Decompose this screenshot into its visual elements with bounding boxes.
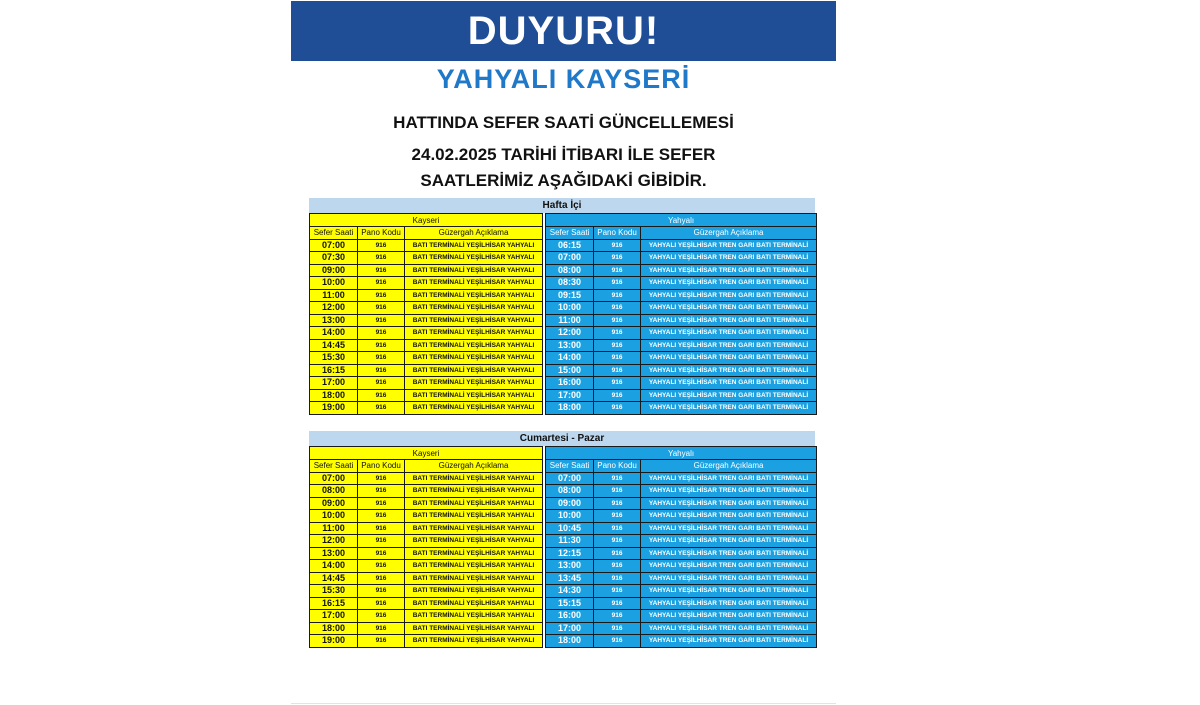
code-cell: 916 [358, 264, 405, 277]
time-cell: 11:00 [310, 522, 358, 535]
schedule-row [310, 277, 543, 290]
route-cell: BATI TERMİNALİ YEŞİLHİSAR YAHYALI [405, 389, 543, 402]
schedule-row [546, 389, 817, 402]
route-cell: BATI TERMİNALİ YEŞİLHİSAR YAHYALI [405, 264, 543, 277]
schedule-row [310, 635, 543, 648]
time-cell: 12:00 [310, 535, 358, 548]
route-cell: YAHYALI YEŞİLHİSAR TREN GARI BATI TERMİNALİ [641, 497, 817, 510]
schedule-row [310, 314, 543, 327]
code-cell: 916 [358, 352, 405, 365]
code-cell: 916 [358, 339, 405, 352]
time-cell: 17:00 [310, 377, 358, 390]
code-cell: 916 [594, 510, 641, 523]
time-cell: 14:00 [546, 352, 594, 365]
schedule-row [546, 485, 817, 498]
time-cell: 10:00 [310, 277, 358, 290]
time-cell: 13:00 [310, 547, 358, 560]
schedule-row [310, 364, 543, 377]
route-cell: YAHYALI YEŞİLHİSAR TREN GARI BATI TERMİNALİ [641, 339, 817, 352]
route-cell: YAHYALI YEŞİLHİSAR TREN GARI BATI TERMİNALİ [641, 535, 817, 548]
time-cell: 17:00 [546, 622, 594, 635]
schedule-row [546, 277, 817, 290]
code-cell: 916 [594, 377, 641, 390]
code-cell: 916 [358, 635, 405, 648]
schedule-row [546, 327, 817, 340]
route-cell: YAHYALI YEŞİLHİSAR TREN GARI BATI TERMİNALİ [641, 302, 817, 315]
time-cell: 09:15 [546, 289, 594, 302]
code-cell: 916 [358, 622, 405, 635]
route-cell: BATI TERMİNALİ YEŞİLHİSAR YAHYALI [405, 572, 543, 585]
schedule-row [310, 402, 543, 415]
code-cell: 916 [358, 302, 405, 315]
time-cell: 16:00 [546, 610, 594, 623]
schedule-row [546, 302, 817, 315]
time-cell: 13:00 [546, 560, 594, 573]
code-cell: 916 [594, 239, 641, 252]
route-cell: YAHYALI YEŞİLHİSAR TREN GARI BATI TERMİNALİ [641, 264, 817, 277]
schedule-row [310, 572, 543, 585]
city-header: Yahyalı [546, 447, 817, 460]
code-cell: 916 [358, 289, 405, 302]
route-cell: BATI TERMİNALİ YEŞİLHİSAR YAHYALI [405, 314, 543, 327]
schedule-row [310, 497, 543, 510]
time-cell: 10:00 [546, 510, 594, 523]
col-route-header: Güzergah Açıklama [405, 460, 543, 473]
time-cell: 16:15 [310, 364, 358, 377]
schedule-row [546, 339, 817, 352]
route-cell: YAHYALI YEŞİLHİSAR TREN GARI BATI TERMİNALİ [641, 277, 817, 290]
col-code-header: Pano Kodu [594, 460, 641, 473]
code-cell: 916 [594, 635, 641, 648]
time-cell: 19:00 [310, 402, 358, 415]
code-cell: 916 [594, 485, 641, 498]
schedule-row [546, 497, 817, 510]
time-cell: 11:00 [546, 314, 594, 327]
schedule-row [310, 289, 543, 302]
col-time-header: Sefer Saati [546, 227, 594, 240]
date-line-2: SAATLERİMİZ AŞAĞIDAKİ GİBİDİR. [420, 171, 707, 190]
time-cell: 14:00 [310, 327, 358, 340]
route-cell: YAHYALI YEŞİLHİSAR TREN GARI BATI TERMİNALİ [641, 239, 817, 252]
code-cell: 916 [594, 610, 641, 623]
route-cell: YAHYALI YEŞİLHİSAR TREN GARI BATI TERMİNALİ [641, 377, 817, 390]
schedule-row [546, 364, 817, 377]
route-cell: YAHYALI YEŞİLHİSAR TREN GARI BATI TERMİNALİ [641, 289, 817, 302]
time-cell: 18:00 [310, 622, 358, 635]
code-cell: 916 [594, 339, 641, 352]
route-cell: BATI TERMİNALİ YEŞİLHİSAR YAHYALI [405, 289, 543, 302]
section-title: Cumartesi - Pazar [309, 431, 815, 446]
col-time-header: Sefer Saati [310, 227, 358, 240]
code-cell: 916 [594, 622, 641, 635]
code-cell: 916 [358, 314, 405, 327]
col-route-header: Güzergah Açıklama [405, 227, 543, 240]
time-cell: 09:00 [310, 497, 358, 510]
code-cell: 916 [594, 402, 641, 415]
route-cell: BATI TERMİNALİ YEŞİLHİSAR YAHYALI [405, 585, 543, 598]
code-cell: 916 [358, 472, 405, 485]
route-title: YAHYALI KAYSERİ [436, 64, 691, 94]
route-cell: BATI TERMİNALİ YEŞİLHİSAR YAHYALI [405, 510, 543, 523]
schedule-row [310, 622, 543, 635]
schedule-row [310, 339, 543, 352]
time-cell: 10:45 [546, 522, 594, 535]
weekday-schedule [309, 198, 815, 415]
code-cell: 916 [358, 560, 405, 573]
route-cell: YAHYALI YEŞİLHİSAR TREN GARI BATI TERMİNALİ [641, 560, 817, 573]
route-cell: BATI TERMİNALİ YEŞİLHİSAR YAHYALI [405, 402, 543, 415]
schedule-row [310, 327, 543, 340]
code-cell: 916 [594, 560, 641, 573]
code-cell: 916 [358, 277, 405, 290]
route-cell: YAHYALI YEŞİLHİSAR TREN GARI BATI TERMİNALİ [641, 327, 817, 340]
banner-title: DUYURU! [467, 8, 660, 53]
code-cell: 916 [594, 264, 641, 277]
route-cell: YAHYALI YEŞİLHİSAR TREN GARI BATI TERMİNALİ [641, 547, 817, 560]
route-cell: BATI TERMİNALİ YEŞİLHİSAR YAHYALI [405, 352, 543, 365]
section-title: Hafta İçi [309, 198, 815, 213]
time-cell: 18:00 [546, 402, 594, 415]
time-cell: 18:00 [546, 635, 594, 648]
time-cell: 16:00 [546, 377, 594, 390]
kayseri-table [309, 446, 543, 648]
route-cell: BATI TERMİNALİ YEŞİLHİSAR YAHYALI [405, 302, 543, 315]
time-cell: 11:00 [310, 289, 358, 302]
time-cell: 10:00 [310, 510, 358, 523]
code-cell: 916 [594, 535, 641, 548]
yahyali-table [545, 446, 817, 648]
route-cell: BATI TERMİNALİ YEŞİLHİSAR YAHYALI [405, 485, 543, 498]
route-cell: YAHYALI YEŞİLHİSAR TREN GARI BATI TERMİNALİ [641, 622, 817, 635]
time-cell: 16:15 [310, 597, 358, 610]
schedule-row [310, 239, 543, 252]
time-cell: 06:15 [546, 239, 594, 252]
col-time-header: Sefer Saati [546, 460, 594, 473]
col-time-header: Sefer Saati [310, 460, 358, 473]
code-cell: 916 [358, 327, 405, 340]
time-cell: 12:00 [546, 327, 594, 340]
code-cell: 916 [358, 252, 405, 265]
col-code-header: Pano Kodu [358, 227, 405, 240]
code-cell: 916 [594, 497, 641, 510]
time-cell: 08:00 [546, 264, 594, 277]
yahyali-table [545, 213, 817, 415]
code-cell: 916 [594, 522, 641, 535]
code-cell: 916 [594, 389, 641, 402]
code-cell: 916 [358, 377, 405, 390]
schedule-row [546, 239, 817, 252]
route-cell: YAHYALI YEŞİLHİSAR TREN GARI BATI TERMİNALİ [641, 610, 817, 623]
schedule-row [310, 560, 543, 573]
col-code-header: Pano Kodu [594, 227, 641, 240]
schedule-row [310, 585, 543, 598]
route-cell: BATI TERMİNALİ YEŞİLHİSAR YAHYALI [405, 610, 543, 623]
route-cell: BATI TERMİNALİ YEŞİLHİSAR YAHYALI [405, 364, 543, 377]
schedule-row [546, 610, 817, 623]
schedule-row [546, 510, 817, 523]
code-cell: 916 [358, 239, 405, 252]
code-cell: 916 [594, 327, 641, 340]
time-cell: 12:15 [546, 547, 594, 560]
col-route-header: Güzergah Açıklama [641, 227, 817, 240]
route-cell: YAHYALI YEŞİLHİSAR TREN GARI BATI TERMİNALİ [641, 597, 817, 610]
code-cell: 916 [594, 252, 641, 265]
time-cell: 07:00 [310, 239, 358, 252]
schedule-row [546, 572, 817, 585]
time-cell: 14:00 [310, 560, 358, 573]
schedule-row [546, 352, 817, 365]
time-cell: 18:00 [310, 389, 358, 402]
city-header: Kayseri [310, 214, 543, 227]
time-cell: 15:30 [310, 585, 358, 598]
code-cell: 916 [358, 597, 405, 610]
route-cell: BATI TERMİNALİ YEŞİLHİSAR YAHYALI [405, 277, 543, 290]
time-cell: 14:30 [546, 585, 594, 598]
route-cell: YAHYALI YEŞİLHİSAR TREN GARI BATI TERMİNALİ [641, 510, 817, 523]
route-cell: YAHYALI YEŞİLHİSAR TREN GARI BATI TERMİNALİ [641, 585, 817, 598]
time-cell: 14:45 [310, 572, 358, 585]
route-cell: BATI TERMİNALİ YEŞİLHİSAR YAHYALI [405, 339, 543, 352]
route-cell: BATI TERMİNALİ YEŞİLHİSAR YAHYALI [405, 239, 543, 252]
code-cell: 916 [594, 572, 641, 585]
schedule-row [546, 289, 817, 302]
route-cell: YAHYALI YEŞİLHİSAR TREN GARI BATI TERMİNALİ [641, 485, 817, 498]
route-cell: YAHYALI YEŞİLHİSAR TREN GARI BATI TERMİNALİ [641, 635, 817, 648]
schedule-row [310, 522, 543, 535]
time-cell: 08:00 [310, 485, 358, 498]
schedule-row [546, 535, 817, 548]
schedule-row [310, 264, 543, 277]
route-cell: BATI TERMİNALİ YEŞİLHİSAR YAHYALI [405, 252, 543, 265]
schedule-row [546, 597, 817, 610]
code-cell: 916 [358, 547, 405, 560]
time-cell: 07:00 [546, 472, 594, 485]
code-cell: 916 [358, 510, 405, 523]
time-cell: 09:00 [546, 497, 594, 510]
route-cell: YAHYALI YEŞİLHİSAR TREN GARI BATI TERMİNALİ [641, 402, 817, 415]
route-cell: YAHYALI YEŞİLHİSAR TREN GARI BATI TERMİNALİ [641, 352, 817, 365]
schedule-row [310, 302, 543, 315]
schedule-row [546, 402, 817, 415]
time-cell: 15:30 [310, 352, 358, 365]
time-cell: 17:00 [310, 610, 358, 623]
col-route-header: Güzergah Açıklama [641, 460, 817, 473]
code-cell: 916 [358, 522, 405, 535]
schedule-row [546, 622, 817, 635]
schedule-row [310, 252, 543, 265]
schedule-row [546, 377, 817, 390]
schedule-row [546, 635, 817, 648]
route-cell: BATI TERMİNALİ YEŞİLHİSAR YAHYALI [405, 522, 543, 535]
route-cell: BATI TERMİNALİ YEŞİLHİSAR YAHYALI [405, 535, 543, 548]
code-cell: 916 [358, 485, 405, 498]
time-cell: 13:00 [310, 314, 358, 327]
route-cell: BATI TERMİNALİ YEŞİLHİSAR YAHYALI [405, 622, 543, 635]
time-cell: 08:00 [546, 485, 594, 498]
route-cell: YAHYALI YEŞİLHİSAR TREN GARI BATI TERMİNALİ [641, 364, 817, 377]
schedule-row [310, 472, 543, 485]
time-cell: 13:00 [546, 339, 594, 352]
time-cell: 07:00 [546, 252, 594, 265]
route-cell: YAHYALI YEŞİLHİSAR TREN GARI BATI TERMİNALİ [641, 314, 817, 327]
schedule-row [546, 522, 817, 535]
code-cell: 916 [358, 497, 405, 510]
code-cell: 916 [594, 472, 641, 485]
schedule-row [310, 597, 543, 610]
time-cell: 19:00 [310, 635, 358, 648]
schedule-row [546, 264, 817, 277]
divider [291, 703, 836, 704]
route-cell: BATI TERMİNALİ YEŞİLHİSAR YAHYALI [405, 547, 543, 560]
code-cell: 916 [594, 277, 641, 290]
time-cell: 15:00 [546, 364, 594, 377]
time-cell: 12:00 [310, 302, 358, 315]
schedule-row [546, 560, 817, 573]
schedule-row [546, 472, 817, 485]
time-cell: 07:30 [310, 252, 358, 265]
time-cell: 17:00 [546, 389, 594, 402]
route-cell: YAHYALI YEŞİLHİSAR TREN GARI BATI TERMİNALİ [641, 472, 817, 485]
code-cell: 916 [594, 364, 641, 377]
update-heading: HATTINDA SEFER SAATİ GÜNCELLEMESİ [393, 113, 734, 132]
code-cell: 916 [358, 364, 405, 377]
route-cell: YAHYALI YEŞİLHİSAR TREN GARI BATI TERMİNALİ [641, 389, 817, 402]
code-cell: 916 [594, 585, 641, 598]
schedule-row [310, 485, 543, 498]
time-cell: 07:00 [310, 472, 358, 485]
schedule-row [310, 535, 543, 548]
time-cell: 15:15 [546, 597, 594, 610]
route-cell: YAHYALI YEŞİLHİSAR TREN GARI BATI TERMİNALİ [641, 522, 817, 535]
code-cell: 916 [358, 389, 405, 402]
announcement-banner [291, 1, 836, 61]
time-cell: 09:00 [310, 264, 358, 277]
city-header: Kayseri [310, 447, 543, 460]
schedule-row [546, 314, 817, 327]
time-cell: 14:45 [310, 339, 358, 352]
code-cell: 916 [594, 547, 641, 560]
date-line: 24.02.2025 TARİHİ İTİBARI İLE SEFER [411, 145, 716, 164]
kayseri-table [309, 213, 543, 415]
route-cell: BATI TERMİNALİ YEŞİLHİSAR YAHYALI [405, 597, 543, 610]
weekend-schedule [309, 431, 815, 648]
code-cell: 916 [594, 289, 641, 302]
route-cell: YAHYALI YEŞİLHİSAR TREN GARI BATI TERMİNALİ [641, 572, 817, 585]
schedule-row [310, 510, 543, 523]
code-cell: 916 [358, 572, 405, 585]
code-cell: 916 [358, 535, 405, 548]
schedule-row [310, 547, 543, 560]
code-cell: 916 [594, 302, 641, 315]
code-cell: 916 [358, 585, 405, 598]
time-cell: 08:30 [546, 277, 594, 290]
time-cell: 11:30 [546, 535, 594, 548]
schedule-row [546, 252, 817, 265]
code-cell: 916 [594, 352, 641, 365]
route-cell: BATI TERMİNALİ YEŞİLHİSAR YAHYALI [405, 377, 543, 390]
code-cell: 916 [358, 402, 405, 415]
code-cell: 916 [358, 610, 405, 623]
city-header: Yahyalı [546, 214, 817, 227]
route-cell: BATI TERMİNALİ YEŞİLHİSAR YAHYALI [405, 472, 543, 485]
route-cell: BATI TERMİNALİ YEŞİLHİSAR YAHYALI [405, 635, 543, 648]
code-cell: 916 [594, 314, 641, 327]
schedule-row [310, 389, 543, 402]
route-cell: BATI TERMİNALİ YEŞİLHİSAR YAHYALI [405, 560, 543, 573]
route-cell: BATI TERMİNALİ YEŞİLHİSAR YAHYALI [405, 327, 543, 340]
code-cell: 916 [594, 597, 641, 610]
time-cell: 13:45 [546, 572, 594, 585]
schedule-row [310, 352, 543, 365]
schedule-row [310, 610, 543, 623]
col-code-header: Pano Kodu [358, 460, 405, 473]
route-cell: BATI TERMİNALİ YEŞİLHİSAR YAHYALI [405, 497, 543, 510]
time-cell: 10:00 [546, 302, 594, 315]
schedule-row [546, 547, 817, 560]
schedule-row [310, 377, 543, 390]
route-cell: YAHYALI YEŞİLHİSAR TREN GARI BATI TERMİNALİ [641, 252, 817, 265]
schedule-row [546, 585, 817, 598]
